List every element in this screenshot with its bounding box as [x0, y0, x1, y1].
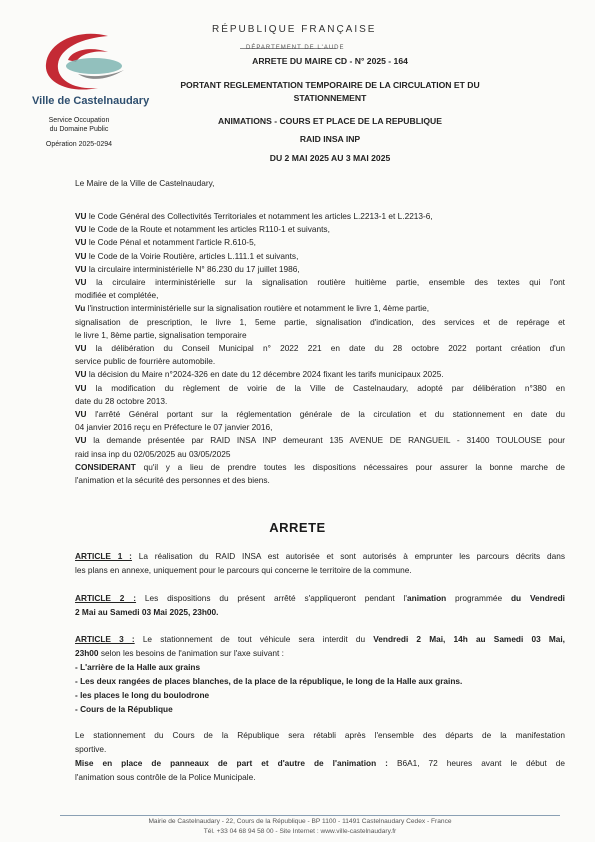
- intro-text: Le Maire de la Ville de Castelnaudary,: [75, 178, 215, 188]
- article-2-text-d: du Vendredi: [510, 593, 565, 603]
- visa-line: [75, 369, 444, 379]
- visa-keyword: VU: [75, 211, 87, 221]
- visa-text: signalisation de prescription, le livre 1, 5eme partie, signalisation d'indication, des services et de repérage et: [75, 316, 565, 327]
- visa-line: [75, 317, 565, 327]
- arrete-heading: ARRETE: [269, 520, 326, 535]
- article-3-text-c: selon les besoins de l'animation sur l'axe suivant :: [98, 648, 284, 658]
- visa-text: modifiée et complétée,: [75, 290, 159, 301]
- article-2-text-a: Les dispositions du présent arrêté s'appliqueront pendant l': [136, 593, 408, 603]
- visa-keyword: Vu: [75, 303, 86, 314]
- article-2-label: ARTICLE 2 :: [75, 593, 137, 603]
- visa-text: la modification du règlement de voirie de la Ville de Castelnaudary, adopté par délibération n°380 en: [86, 382, 565, 393]
- visa-line: [75, 251, 298, 261]
- visa-line: [75, 343, 565, 353]
- visa-keyword: VU: [75, 369, 87, 380]
- footer-address: Mairie de Castelnaudary - 22, Cours de la République - BP 1100 - 11491 Castelnaudary Cedex - France: [148, 818, 452, 825]
- visa-text: le livre 1, 8ème partie, signalisation temporaire: [75, 329, 247, 340]
- article-2-line-2: 2 Mai au Samedi 03 Mai 2025, 23h00.: [75, 607, 219, 617]
- visa-keyword: VU: [75, 435, 87, 446]
- list-item: - L'arrière de la Halle aux grains: [75, 662, 201, 672]
- visa-line: [75, 422, 272, 432]
- visa-keyword: VU: [75, 409, 87, 419]
- list-item: - les places le long du boulodrone: [75, 690, 210, 700]
- list-item: - Cours de la République: [75, 704, 173, 714]
- article-1-line-2: les plans en annexe, uniquement pour le parcours qui concerne le territoire de la commune.: [75, 565, 412, 575]
- visa-text: l'animation et la sécurité des personnes et des biens.: [75, 475, 270, 485]
- visa-text: le Code Général des Collectivités Territoriales et notamment les articles L.2213-1 et L.2213-6,: [86, 211, 433, 221]
- article-3-line-1: [75, 634, 565, 644]
- visa-keyword: VU: [75, 237, 87, 248]
- visa-line: [75, 383, 565, 393]
- visa-line: [75, 396, 167, 406]
- service-label-1: Service Occupation: [48, 117, 110, 124]
- visa-line: [75, 237, 256, 247]
- article-3-time: 23h00: [75, 648, 99, 658]
- closing-bold: Mise en place de panneaux de part et d'autre de l'animation :: [75, 758, 388, 768]
- visa-keyword: VU: [75, 277, 87, 287]
- visa-keyword: VU: [75, 263, 87, 274]
- list-item: - Les deux rangées de places blanches, de la place de la république, le long de la Halle aux grains.: [75, 676, 463, 686]
- visa-keyword: VU: [75, 382, 87, 393]
- footer-contact: Tél. +33 04 68 94 58 00 - Site Internet : www.ville-castelnaudary.fr: [203, 828, 397, 835]
- article-3-line-2: [75, 648, 284, 658]
- service-label-2: du Domaine Public: [49, 126, 109, 133]
- article-3-text-b: Vendredi 2 Mai, 14h au Samedi 03 Mai,: [373, 634, 565, 644]
- visa-text: l'instruction interministérielle sur la signalisation routière et notamment le livre 1, 4ème partie,: [85, 303, 430, 314]
- arrete-number: ARRETE DU MAIRE CD - N° 2025 - 164: [252, 56, 408, 66]
- visa-text: 04 janvier 2016 reçu en Préfecture le 07 janvier 2016,: [75, 422, 273, 433]
- visa-line: [75, 224, 330, 234]
- closing-line-2: sportive.: [75, 744, 107, 754]
- visa-text: qu'il y a lieu de prendre toutes les dispositions nécessaires pour assurer la bonne marche de: [135, 461, 565, 472]
- visa-text: raid insa inp du 02/05/2025 au 03/05/2025: [75, 448, 231, 459]
- visa-line: [75, 330, 247, 340]
- operation-number: Opération 2025-0294: [45, 141, 113, 148]
- article-1-text: La réalisation du RAID INSA est autorisée et sont autorisés à emprunter les parcours décrits dans: [131, 551, 565, 561]
- city-name: Ville de Castelnaudary: [32, 95, 150, 107]
- visa-keyword: VU: [75, 343, 87, 353]
- visa-line: [75, 277, 565, 287]
- closing-line-1: Le stationnement du Cours de la République sera rétabli après l'ensemble des départs de la manifestation: [75, 730, 565, 740]
- article-2-text-b: animation: [407, 593, 447, 603]
- republique-francaise: RÉPUBLIQUE FRANÇAISE: [212, 24, 377, 35]
- closing-rest: B6A1, 72 heures avant le début de: [387, 758, 565, 768]
- article-3-text-a: Le stationnement de tout véhicule sera interdit du: [134, 634, 374, 644]
- title-line-2: STATIONNEMENT: [293, 93, 367, 103]
- visa-text: la circulaire interministérielle sur la signalisation routière huitième partie, ensemble des textes qui l'ont: [86, 277, 565, 287]
- article-2-line-1: [75, 593, 565, 603]
- visa-line: [75, 475, 270, 485]
- document-body: [75, 0, 565, 842]
- visa-text: la demande présentée par RAID INSA INP demeurant 135 AVENUE DE RANGUEIL - 31400 TOULOUSE pour: [86, 435, 565, 446]
- title-line-1: PORTANT REGLEMENTATION TEMPORAIRE DE LA CIRCULATION ET DU: [180, 80, 480, 90]
- title-dates: DU 2 MAI 2025 AU 3 MAI 2025: [269, 153, 391, 163]
- visa-text: la circulaire interministérielle N° 86.230 du 17 juillet 1986,: [86, 263, 300, 274]
- visa-line: [75, 356, 215, 366]
- visa-text: l'arrêté Général portant sur la réglementation générale de la circulation et du stationnement en date du: [86, 409, 565, 419]
- departement: DÉPARTEMENT DE L'AUDE: [246, 45, 345, 51]
- visa-line: [75, 303, 429, 313]
- visa-line: [75, 462, 565, 472]
- article-1-line-1: [75, 551, 565, 561]
- visa-keyword: CONSIDERANT: [75, 461, 136, 472]
- visa-text: la décision du Maire n°2024-326 en date du 12 décembre 2024 fixant les tarifs municipaux 2025.: [86, 369, 444, 380]
- visa-keyword: VU: [75, 250, 87, 261]
- footer-divider: [60, 815, 560, 816]
- article-3-label: ARTICLE 3 :: [75, 634, 135, 644]
- closing-line-4: l'animation sous contrôle de la Police Municipale.: [75, 772, 256, 782]
- visa-text: le Code de la Voirie Routière, articles L.111.1 et suivants,: [86, 250, 299, 261]
- visa-line: [75, 409, 565, 419]
- visa-line: [75, 449, 230, 459]
- visa-line: [75, 435, 565, 445]
- visa-line: [75, 211, 433, 221]
- visa-text: service public de fourrière automobile.: [75, 356, 216, 367]
- visa-text: le Code Pénal et notamment l'article R.610-5,: [86, 237, 256, 248]
- visa-text: la délibération du Conseil Municipal n° 2022 221 en date du 28 octobre 2022 portant création d'un: [86, 343, 565, 353]
- closing-line-3: [75, 758, 565, 768]
- title-raid: RAID INSA INP: [299, 134, 361, 144]
- title-animations: ANIMATIONS - COURS ET PLACE DE LA REPUBLIQUE: [218, 116, 442, 126]
- visa-line: [75, 264, 300, 274]
- visa-keyword: VU: [75, 224, 87, 235]
- visa-text: le Code de la Route et notamment les articles R110-1 et suivants,: [86, 224, 330, 235]
- visa-line: [75, 290, 158, 300]
- article-2-text-c: programmée: [446, 593, 511, 603]
- visa-text: date du 28 octobre 2013.: [75, 395, 168, 406]
- article-1-label: ARTICLE 1 :: [75, 551, 132, 561]
